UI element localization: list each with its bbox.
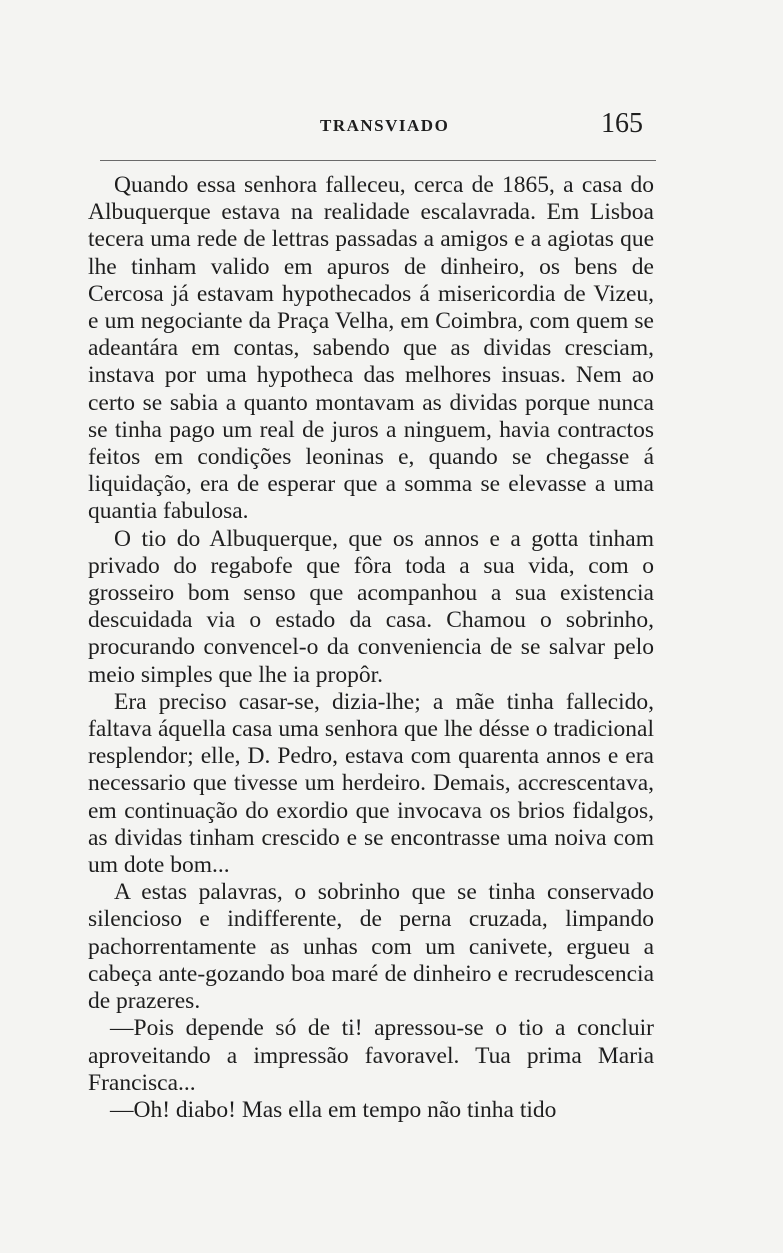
body-text [88, 172, 654, 1124]
running-title: TRANSVIADO [320, 116, 450, 135]
paragraph: Quando essa senhora falleceu, cerca de 1865, a casa do Albuquerque estava na realidade escalavrada. Em Lisboa tecera uma rede de lettras passadas a amigos e a agiotas que lhe tinham valido em apuros de dinheiro, os bens de Cercosa já estavam hypothecados á misericordia de Vizeu, e um negociante da Praça Velha, em Coimbra, com quem se adeantára em contas, sabendo que as dividas cresciam, instava por uma hypotheca das melhores insuas. Nem ao certo se sabia a quanto montavam as dividas porque nunca se tinha pago um real de juros a ninguem, havia contractos feitos em condições leoninas e, quando se chegasse á liquidação, era de esperar que a somma se elevasse a uma quantia fabulosa. [88, 172, 654, 525]
dialogue-paragraph: —Oh! diabo! Mas ella em tempo não tinha tido [110, 1096, 557, 1123]
paragraph: Era preciso casar-se, dizia-lhe; a mãe tinha fallecido, faltava áquella casa uma senhora que lhe désse o tradicional resplendor; elle, D. Pedro, estava com quarenta annos e era necessario que tivesse um herdeiro. Demais, accrescentava, em continuação do exordio que invocava os brios fidalgos, as dividas tinham crescido e se encontrasse uma noiva com um dote bom... [88, 688, 654, 879]
paragraph: A estas palavras, o sobrinho que se tinha conservado silencioso e indifferente, de perna cruzada, limpando pachorrentamente as unhas com um canivete, ergueu a cabeça ante-gozando boa maré de dinheiro e recrudescencia de prazeres. [88, 879, 654, 1015]
paragraph: O tio do Albuquerque, que os annos e a gotta tinham privado do regabofe que fôra toda a sua vida, com o grosseiro bom senso que acompanhou a sua existencia descuidada via o estado da casa. Chamou o sobrinho, procurando convencel-o da conveniencia de se salvar pelo meio simples que lhe ia propôr. [88, 525, 654, 688]
page-number: 165 [601, 108, 643, 139]
dialogue-paragraph: —Pois depende só de ti! apressou-se o tio a concluir aproveitando a impressão favoravel. Tua prima Maria Francisca... [88, 1015, 654, 1096]
header-rule [100, 160, 656, 161]
page-header [88, 110, 643, 146]
